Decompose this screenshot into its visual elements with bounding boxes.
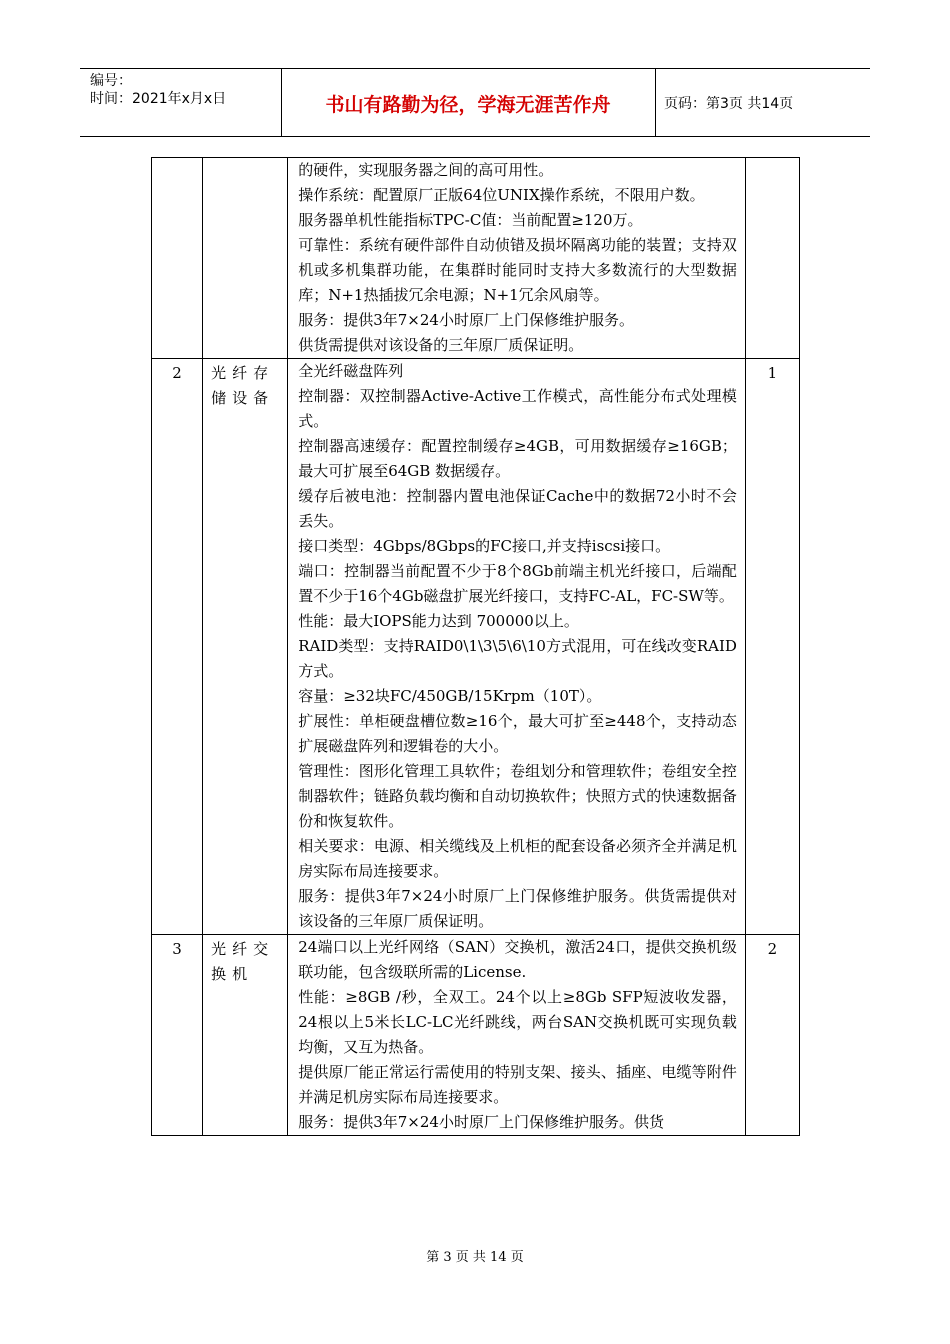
header-motto: 书山有路勤为径，学海无涯苦作舟 (325, 94, 611, 116)
spec-line: 操作系统：配置原厂正版64位UNIX操作系统，不限用户数。 (298, 186, 705, 204)
table-row (152, 359, 800, 935)
quantity (745, 158, 799, 359)
spec-line: 容量：≥32块FC/450GB/15Krpm（10T）。 (298, 687, 602, 705)
equipment-name (203, 158, 288, 359)
spec-line: 服务器单机性能指标TPC-C值：当前配置≥120万。 (298, 211, 643, 229)
document-date: 时间：2021年x月x日 (90, 91, 227, 107)
header-divider-right (655, 68, 656, 136)
spec-line: RAID类型：支持RAID0\1\3\5\6\10方式混用，可在线改变RAID方式。 (298, 637, 737, 680)
equipment-spec (288, 158, 746, 359)
spec-line: 服务：提供3年7×24小时原厂上门保修维护服务。 (298, 311, 634, 329)
spec-line: 缓存后被电池：控制器内置电池保证Cache中的数据72小时不会丢失。 (298, 487, 737, 530)
document-number: 编号： (90, 73, 132, 89)
header-page-number: 页码：第3页 共14页 (664, 96, 794, 112)
equipment-spec-table (151, 157, 800, 1136)
spec-line: 扩展性：单柜硬盘槽位数≥16个，最大可扩至≥448个，支持动态扩展磁盘阵列和逻辑卷的大小。 (298, 712, 737, 755)
spec-line: 服务：提供3年7×24小时原厂上门保修维护服务。供货需提供对该设备的三年原厂质保证明。 (298, 887, 737, 930)
equipment-name: 光纤存储设备 (203, 359, 288, 935)
quantity: 2 (745, 935, 799, 1136)
spec-line: 性能：最大IOPS能力达到 700000以上。 (298, 612, 579, 630)
row-number: 2 (152, 359, 203, 935)
table-row (152, 158, 800, 359)
spec-line: 管理性：图形化管理工具软件；卷组划分和管理软件；卷组安全控制器软件；链路负载均衡和自动切换软件；快照方式的快速数据备份和恢复软件。 (298, 762, 737, 830)
row-number: 3 (152, 935, 203, 1136)
row-number (152, 158, 203, 359)
spec-table-body (152, 158, 800, 1136)
equipment-name: 光纤交换机 (203, 935, 288, 1136)
spec-line: 端口：控制器当前配置不少于8个8Gb前端主机光纤接口，后端配置不少于16个4Gb磁盘扩展光纤接口，支持FC-AL，FC-SW等。 (298, 562, 737, 605)
table-row (152, 935, 800, 1136)
quantity: 1 (745, 359, 799, 935)
header-info (90, 72, 226, 108)
spec-line: 全光纤磁盘阵列 (298, 362, 404, 380)
spec-line: 供货需提供对该设备的三年原厂质保证明。 (298, 336, 584, 354)
equipment-spec (288, 359, 746, 935)
page-footer: 第 3 页 共 14 页 (426, 1250, 524, 1265)
spec-line: 提供原厂能正常运行需使用的特别支架、接头、插座、电缆等附件并满足机房实际布局连接要求。 (298, 1063, 737, 1106)
equipment-spec (288, 935, 746, 1136)
header-bottom-rule (80, 136, 870, 137)
spec-line: 接口类型：4Gbps/8Gbps的FC接口,并支持iscsi接口。 (298, 537, 671, 555)
spec-line: 可靠性：系统有硬件部件自动侦错及损坏隔离功能的装置；支持双机或多机集群功能，在集群时能同时支持大多数流行的大型数据库；N+1热插拔冗余电源；N+1冗余风扇等。 (298, 236, 737, 304)
spec-line: 的硬件，实现服务器之间的高可用性。 (298, 161, 554, 179)
spec-line: 服务：提供3年7×24小时原厂上门保修维护服务。供货 (298, 1113, 664, 1131)
spec-line: 控制器高速缓存：配置控制缓存≥4GB，可用数据缓存≥16GB；最大可扩展至64GB 数据缓存。 (298, 437, 737, 480)
spec-line: 相关要求：电源、相关缆线及上机柜的配套设备必须齐全并满足机房实际布局连接要求。 (298, 837, 737, 880)
header-top-rule (80, 68, 870, 69)
spec-line: 性能：≥8GB /秒，全双工。24个以上≥8Gb SFP短波收发器，24根以上5米长LC-LC光纤跳线，两台SAN交换机既可实现负载均衡，又互为热备。 (298, 988, 737, 1056)
spec-line: 控制器：双控制器Active-Active工作模式，高性能分布式处理模式。 (298, 387, 737, 430)
spec-line: 24端口以上光纤网络（SAN）交换机，激活24口，提供交换机级联功能，包含级联所需的License. (298, 938, 737, 981)
